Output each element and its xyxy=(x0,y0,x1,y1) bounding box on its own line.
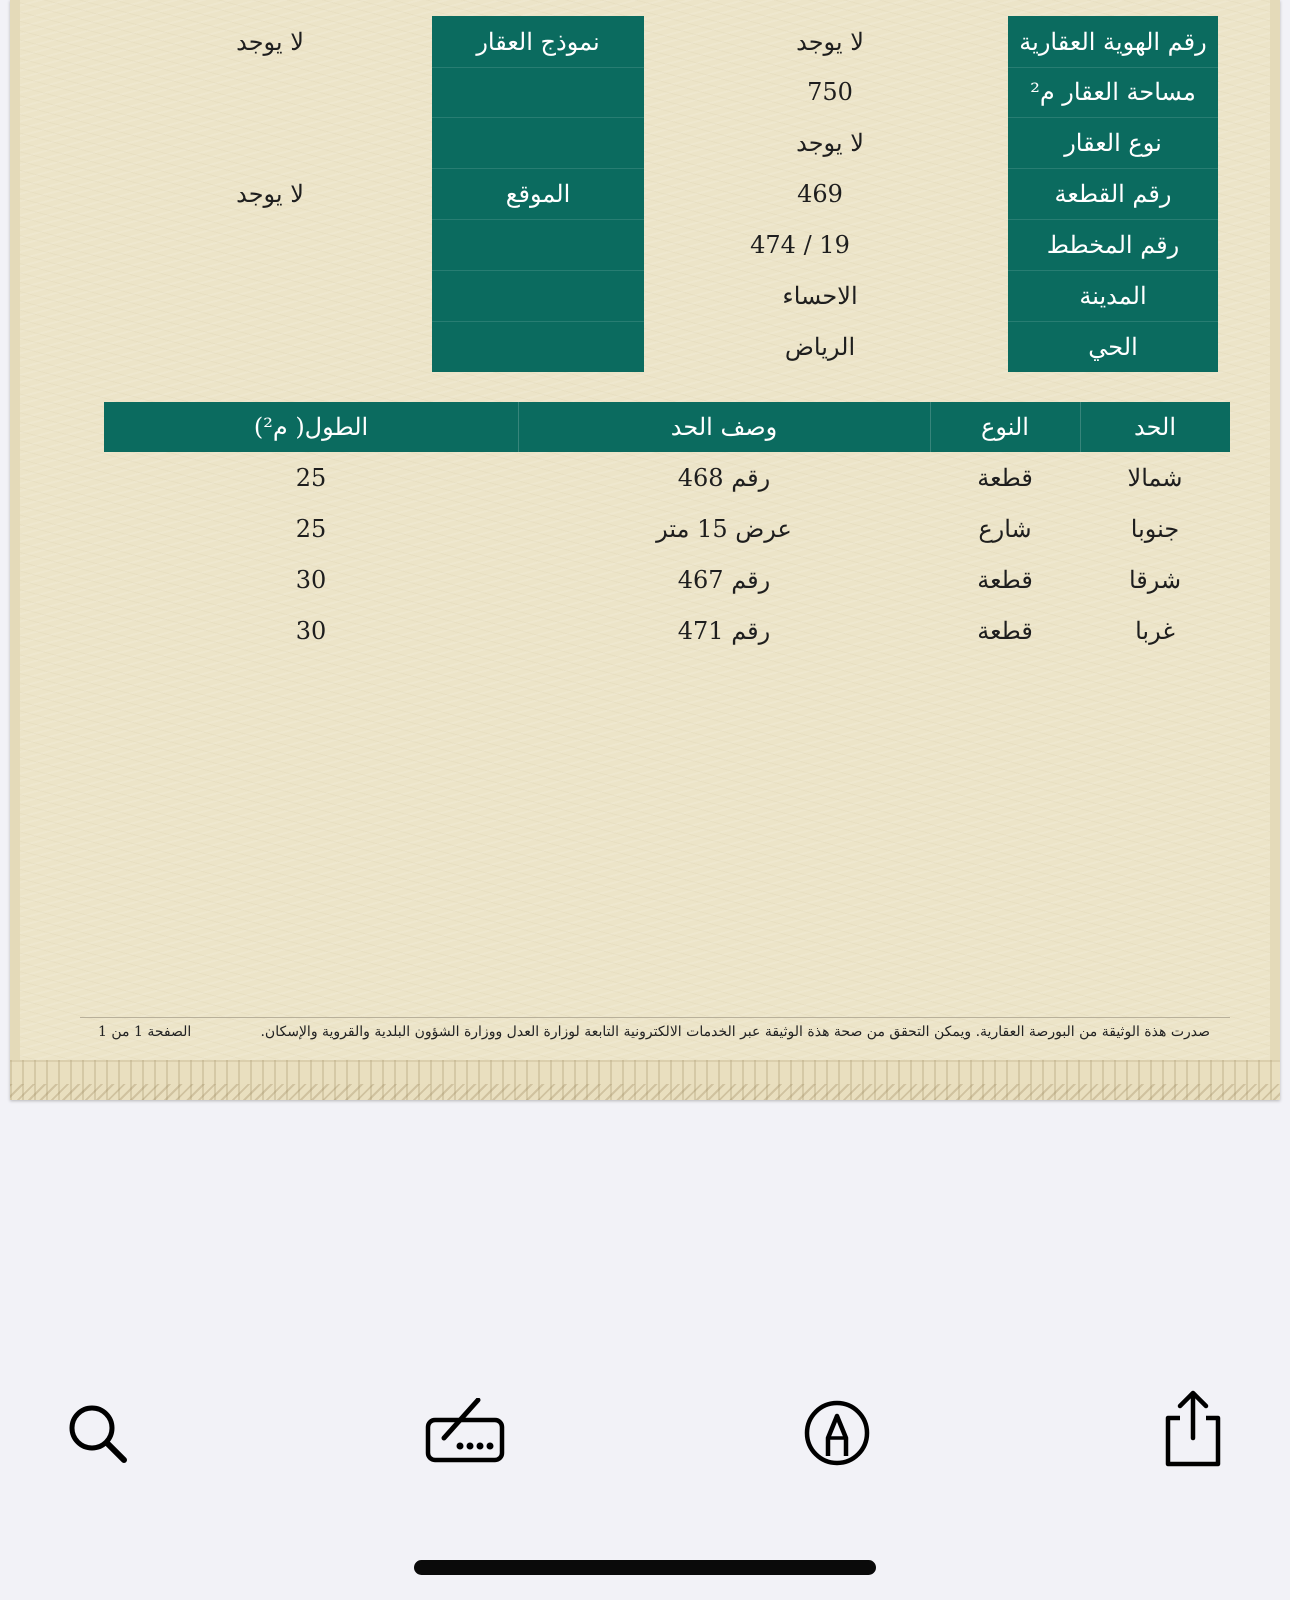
row-description: رقم 467 xyxy=(677,565,771,594)
keyboard-pen-icon[interactable] xyxy=(420,1398,490,1468)
home-indicator[interactable] xyxy=(414,1560,876,1575)
label-property-model: نموذج العقار xyxy=(476,27,600,56)
row-length: 25 xyxy=(295,514,327,543)
row-description: رقم 468 xyxy=(677,463,771,492)
decorative-border xyxy=(10,1060,1280,1100)
row-type: قطعة xyxy=(977,463,1033,492)
footer-divider xyxy=(80,1017,1230,1018)
label-property-id: رقم الهوية العقارية xyxy=(1019,27,1207,56)
row-length: 30 xyxy=(295,616,327,645)
header-description: وصف الحد xyxy=(670,413,778,441)
value-property-model: لا يوجد xyxy=(236,27,304,56)
markup-icon[interactable] xyxy=(802,1398,872,1468)
label-location: الموقع xyxy=(505,179,571,208)
search-icon[interactable] xyxy=(62,1398,132,1468)
row-boundary: جنوبا xyxy=(1130,514,1180,543)
row-boundary: غربا xyxy=(1135,616,1175,645)
value-location: لا يوجد xyxy=(236,179,304,208)
row-boundary: شرقا xyxy=(1128,565,1182,594)
row-length: 30 xyxy=(295,565,327,594)
row-boundary: شمالا xyxy=(1127,463,1183,492)
label-property-type: نوع العقار xyxy=(1064,128,1162,157)
label-city: المدينة xyxy=(1079,281,1147,310)
row-type: قطعة xyxy=(977,616,1033,645)
footer-note: صدرت هذة الوثيقة من البورصة العقارية. ويمكن التحقق من صحة هذة الوثيقة عبر الخدمات الالكترونية التابعة لوزارة العدل ووزارة الشؤون البلدية والقروية والإسكان. xyxy=(260,1024,1210,1040)
label-plan-number: رقم المخطط xyxy=(1046,230,1180,259)
value-plot-number: 469 xyxy=(797,179,843,208)
row-description: عرض 15 متر xyxy=(656,514,792,543)
value-property-id: لا يوجد xyxy=(796,27,864,56)
value-property-area: 750 xyxy=(807,78,853,106)
label-plot-number: رقم القطعة xyxy=(1054,179,1172,208)
value-district: الرياض xyxy=(784,332,856,361)
row-type: قطعة xyxy=(977,565,1033,594)
page-edge-right xyxy=(1270,0,1280,1100)
row-length: 25 xyxy=(295,463,327,492)
value-city: الاحساء xyxy=(782,281,858,310)
value-property-type: لا يوجد xyxy=(796,128,864,157)
header-length: الطول( م²) xyxy=(253,413,369,441)
header-boundary: الحد xyxy=(1133,413,1177,441)
label-district: الحي xyxy=(1088,332,1138,361)
row-type: شارع xyxy=(978,514,1032,543)
value-plan-number: 474 / 19 xyxy=(750,230,850,259)
page-number: الصفحة 1 من 1 xyxy=(98,1024,192,1040)
header-type: النوع xyxy=(981,413,1029,441)
page-edge-left xyxy=(10,0,20,1100)
label-property-area: مساحة العقار م² xyxy=(1030,78,1196,106)
row-description: رقم 471 xyxy=(677,616,771,645)
share-icon[interactable] xyxy=(1158,1388,1228,1468)
document-page xyxy=(10,0,1280,1100)
